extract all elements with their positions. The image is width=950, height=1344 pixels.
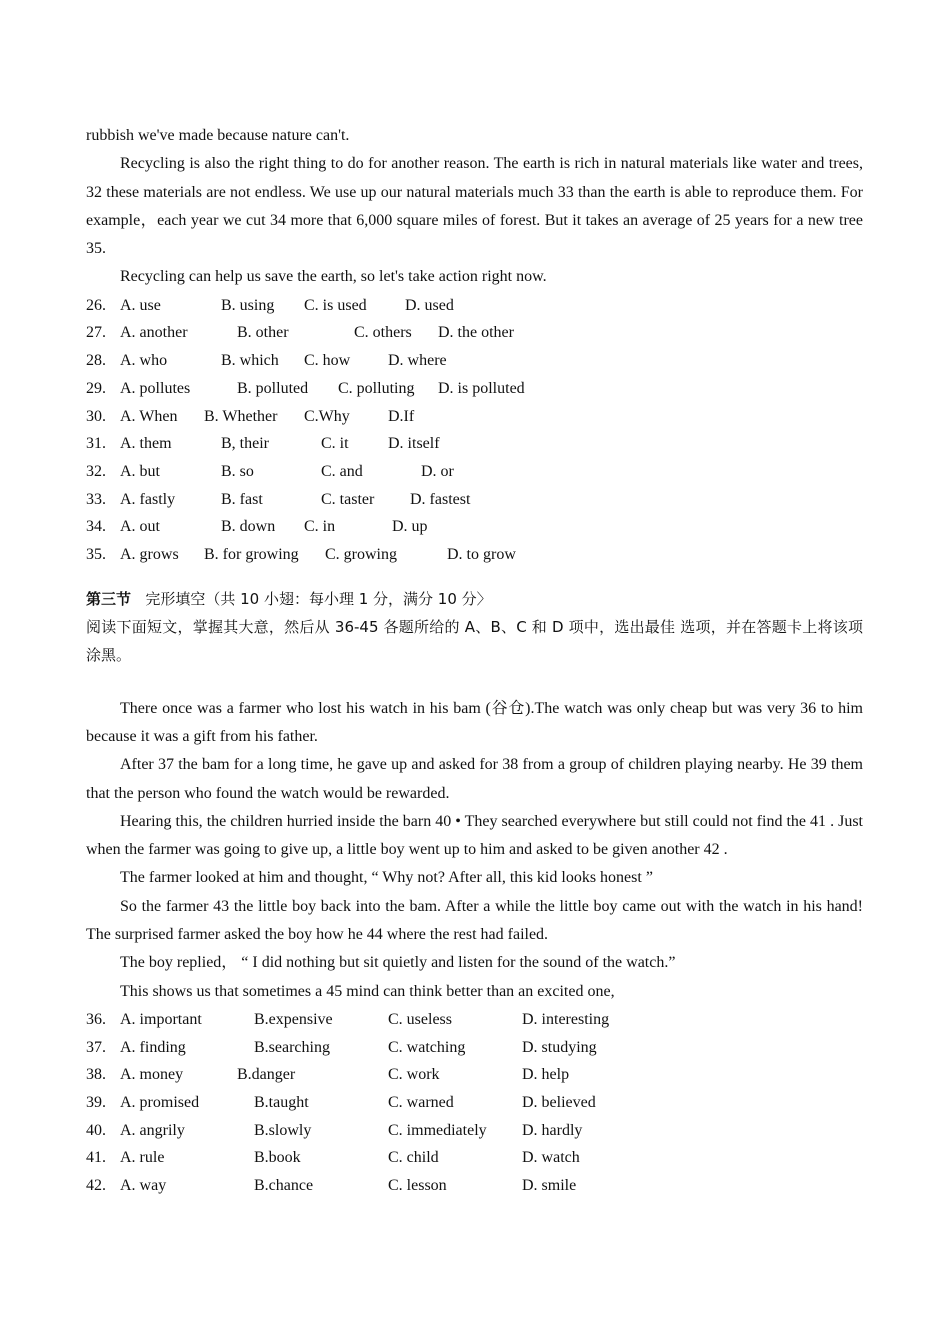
- option-b: B.slowly: [254, 1121, 312, 1139]
- question-item: [86, 541, 863, 569]
- question-item: [86, 430, 863, 458]
- passage-paragraph: Recycling is also the right thing to do for another reason. The earth is rich in natural materials like water and trees, 32 these materials are not endless. We use up our natural materials much 33 than the earth is able to reproduce them. For example，each year we cut 34 more that 6,000 square miles of forest. But it takes an average of 25 years for a new tree 35.: [86, 155, 863, 258]
- section-heading: [86, 585, 863, 613]
- option-c: C. immediately: [388, 1121, 487, 1139]
- option-c: C. useless: [388, 1010, 452, 1028]
- question-item: [86, 458, 863, 486]
- option-d: D. up: [392, 518, 428, 536]
- section-title: 第三节: [86, 589, 132, 608]
- question-number: 39.: [86, 1093, 106, 1111]
- option-d: D. itself: [388, 435, 440, 453]
- passage-paragraph: Recycling can help us save the earth, so let's take action right now.: [120, 268, 547, 286]
- option-a: A. them: [120, 435, 172, 453]
- question-number: 30.: [86, 407, 106, 425]
- question-item: [86, 319, 863, 347]
- question-number: 33.: [86, 490, 106, 508]
- option-d: D. the other: [438, 324, 514, 342]
- option-b: B. for growing: [204, 545, 299, 563]
- section-instructions: 阅读下面短文，掌握其大意，然后从 36-45 各题所给的 A、B、C 和 D 项中，选出最佳 选项，并在答题卡上将该项涂黑。: [86, 617, 863, 664]
- question-item: [86, 403, 863, 431]
- option-a: A. grows: [120, 545, 179, 563]
- option-a: A. important: [120, 1010, 202, 1028]
- question-item: [86, 1144, 863, 1172]
- option-d: D. or: [421, 462, 454, 480]
- question-number: 38.: [86, 1066, 106, 1084]
- question-item: [86, 1117, 863, 1145]
- option-c: C. child: [388, 1149, 439, 1167]
- option-a: A. rule: [120, 1149, 165, 1167]
- question-number: 36.: [86, 1010, 106, 1028]
- option-a: A. pollutes: [120, 379, 191, 397]
- option-c: C. taster: [321, 490, 375, 508]
- option-b: B. polluted: [237, 379, 309, 397]
- option-c: C. watching: [388, 1038, 466, 1056]
- question-item: [86, 1061, 863, 1089]
- option-c: C. warned: [388, 1093, 454, 1111]
- question-item: [86, 292, 863, 320]
- question-item: [86, 1089, 863, 1117]
- option-c: C. lesson: [388, 1177, 447, 1195]
- option-c: C. in: [304, 518, 336, 536]
- passage-paragraph: So the farmer 43 the little boy back into the bam. After a while the little boy came out with the watch in his hand! The surprised farmer asked the boy how he 44 where the rest had failed.: [86, 897, 863, 944]
- option-d: D. hardly: [522, 1121, 583, 1139]
- option-b: B.danger: [237, 1066, 296, 1084]
- passage-line: rubbish we've made because nature can't.: [86, 127, 350, 144]
- option-b: B. so: [221, 462, 254, 480]
- option-d: D. smile: [522, 1177, 577, 1195]
- option-a: A. who: [120, 352, 168, 370]
- question-item: [86, 513, 863, 541]
- option-a: A. but: [120, 462, 160, 480]
- passage-paragraph: The farmer looked at him and thought, “ Why not? After all, this kid looks honest ”: [120, 869, 653, 887]
- question-item: [86, 1006, 863, 1034]
- option-d: D. to grow: [447, 545, 516, 563]
- spacer: [86, 669, 863, 695]
- question-number: 34.: [86, 518, 106, 536]
- option-d: D. used: [405, 296, 454, 314]
- option-c: C. polluting: [338, 379, 415, 397]
- option-b: B.taught: [254, 1093, 309, 1111]
- option-d: D. is polluted: [438, 379, 525, 397]
- question-item: [86, 347, 863, 375]
- option-b: B. down: [221, 518, 276, 536]
- option-c: C. it: [321, 435, 349, 453]
- question-number: 42.: [86, 1177, 106, 1195]
- option-c: C. how: [304, 352, 351, 370]
- question-number: 27.: [86, 324, 106, 342]
- option-d: D. interesting: [522, 1010, 610, 1028]
- question-item: [86, 375, 863, 403]
- question-number: 37.: [86, 1038, 106, 1056]
- option-d: D. help: [522, 1066, 570, 1084]
- passage-paragraph: This shows us that sometimes a 45 mind can think better than an excited one,: [120, 982, 615, 1000]
- option-d: D. fastest: [410, 490, 471, 508]
- spacer: [86, 569, 863, 585]
- option-b: B. which: [221, 352, 279, 370]
- question-number: 35.: [86, 545, 106, 563]
- option-c: C. work: [388, 1066, 440, 1084]
- option-b: B. other: [237, 324, 289, 342]
- option-c: C. growing: [325, 545, 397, 563]
- option-b: B.book: [254, 1149, 301, 1167]
- option-b: B. using: [221, 296, 275, 314]
- option-b: B.searching: [254, 1038, 330, 1056]
- question-list-36-42: [86, 1006, 863, 1200]
- option-b: B, their: [221, 435, 269, 453]
- question-list-26-35: [86, 292, 863, 569]
- question-number: 41.: [86, 1149, 106, 1167]
- option-b: B.chance: [254, 1177, 314, 1195]
- question-number: 40.: [86, 1121, 106, 1139]
- option-d: D. believed: [522, 1093, 596, 1111]
- option-a: A. fastly: [120, 490, 176, 508]
- option-b: B. Whether: [204, 407, 278, 425]
- option-c: C.Why: [304, 407, 350, 425]
- option-a: A. angrily: [120, 1121, 185, 1139]
- option-a: A. way: [120, 1177, 167, 1195]
- question-number: 31.: [86, 435, 106, 453]
- option-b: B.expensive: [254, 1010, 333, 1028]
- passage-paragraph: The boy replied， “ I did nothing but sit quietly and listen for the sound of the watch.”: [120, 954, 676, 972]
- question-number: 28.: [86, 352, 106, 370]
- option-a: A. promised: [120, 1093, 200, 1111]
- option-c: C. others: [354, 324, 412, 342]
- question-item: [86, 486, 863, 514]
- option-b: B. fast: [221, 490, 263, 508]
- question-item: [86, 1034, 863, 1062]
- option-a: A. finding: [120, 1038, 186, 1056]
- option-c: C. and: [321, 462, 363, 480]
- passage-paragraph: After 37 the bam for a long time, he gave up and asked for 38 from a group of children playing nearby. He 39 them that the person who found the watch would be rewarded.: [86, 756, 863, 802]
- option-a: A. When: [120, 407, 178, 425]
- exam-page: [86, 122, 863, 1200]
- passage-paragraph: There once was a farmer who lost his watch in his bam (谷仓).The watch was only cheap but was very 36 to him because it was a gift from his father.: [86, 699, 863, 745]
- option-d: D. studying: [522, 1038, 597, 1056]
- question-item: [86, 1172, 863, 1200]
- option-d: D. where: [388, 352, 447, 370]
- question-number: 29.: [86, 379, 106, 397]
- option-d: D.If: [388, 407, 415, 425]
- section-subtitle: 完形填空（共 10 小翅：每小理 1 分，满分 10 分〉: [145, 589, 492, 608]
- option-a: A. use: [120, 296, 161, 314]
- option-a: A. money: [120, 1066, 184, 1084]
- option-a: A. another: [120, 324, 188, 342]
- passage-paragraph: Hearing this, the children hurried inside the barn 40 • They searched everywhere but still could not find the 41 . Just when the farmer was going to give up, a little boy went up to him and asked to be given another 42 .: [86, 812, 863, 859]
- option-a: A. out: [120, 518, 160, 536]
- option-d: D. watch: [522, 1149, 580, 1167]
- question-number: 26.: [86, 296, 106, 314]
- option-c: C. is used: [304, 296, 367, 314]
- question-number: 32.: [86, 462, 106, 480]
